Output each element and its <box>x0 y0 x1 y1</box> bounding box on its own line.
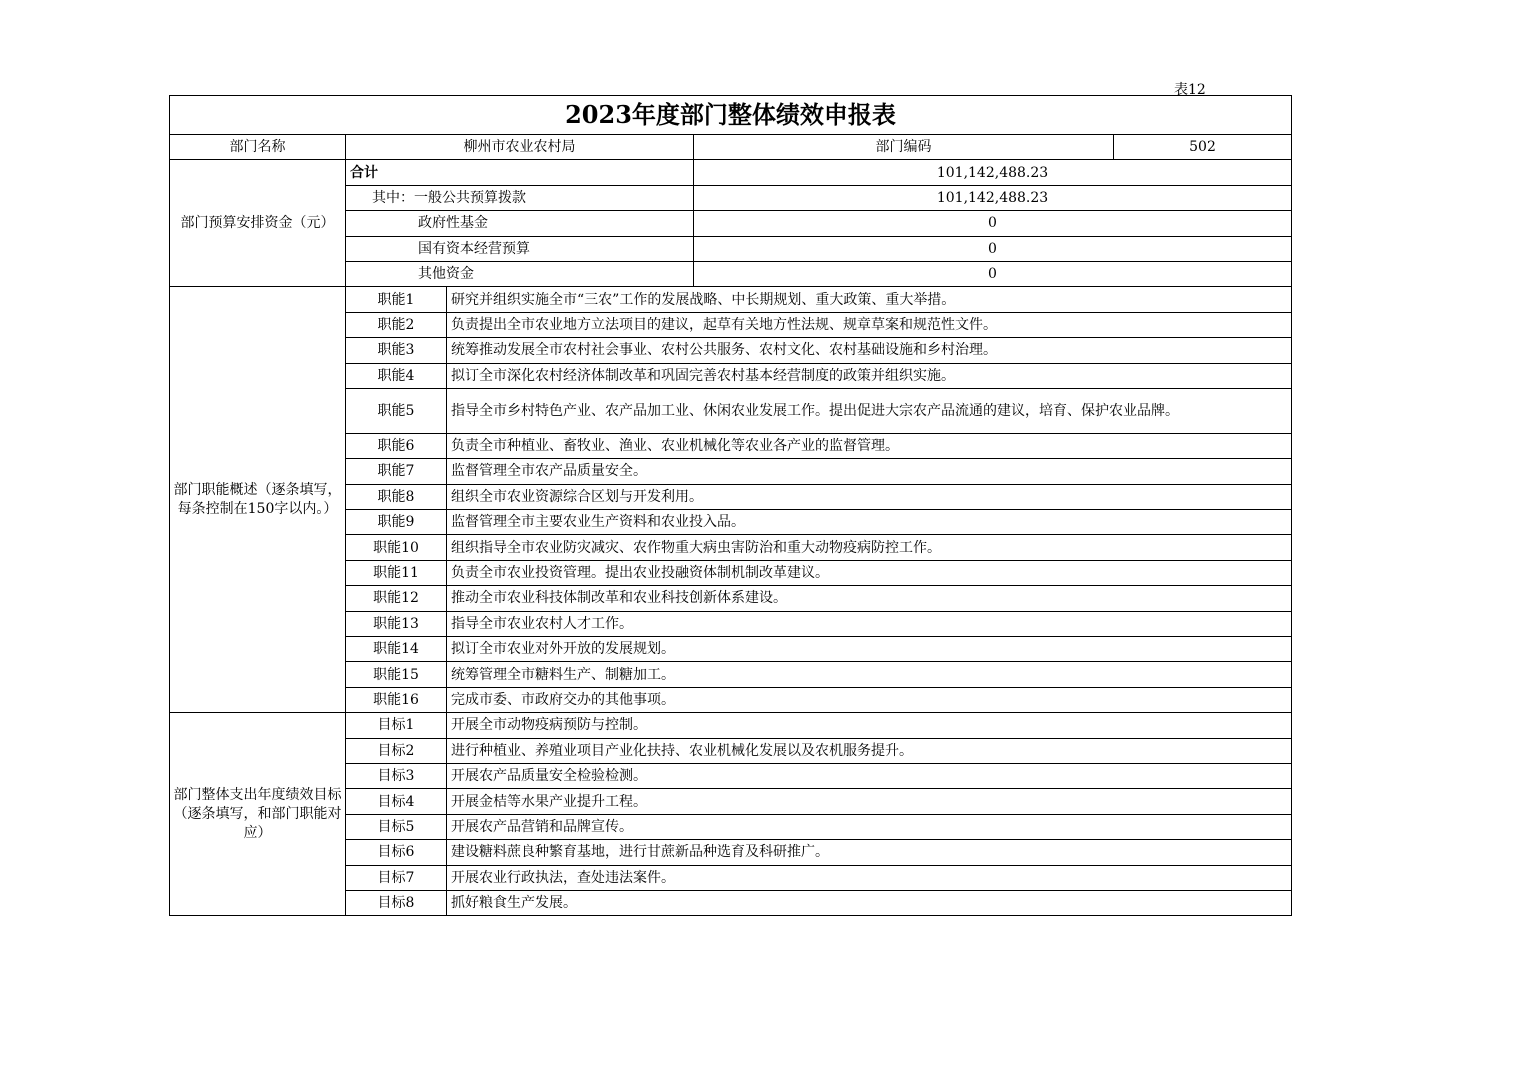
budget-row-value: 0 <box>694 211 1292 236</box>
target-row <box>170 713 1292 738</box>
function-id: 职能13 <box>346 611 447 636</box>
function-id: 职能14 <box>346 637 447 662</box>
target-text: 开展农产品质量安全检验检测。 <box>447 763 1292 788</box>
function-text: 组织指导全市农业防灾减灾、农作物重大病虫害防治和重大动物疫病防控工作。 <box>447 535 1292 560</box>
dept-code-value: 502 <box>1114 135 1292 160</box>
functions-label: 部门职能概述（逐条填写，每条控制在150字以内。） <box>170 287 346 713</box>
table-number: 表12 <box>1174 82 1206 98</box>
function-id: 职能2 <box>346 312 447 337</box>
function-text: 监督管理全市主要农业生产资料和农业投入品。 <box>447 510 1292 535</box>
function-text: 指导全市乡村特色产业、农产品加工业、休闲农业发展工作。提出促进大宗农产品流通的建议，培育、保护农业品牌。 <box>447 388 1292 433</box>
function-id: 职能3 <box>346 338 447 363</box>
function-id: 职能6 <box>346 433 447 458</box>
function-row <box>170 287 1292 312</box>
dept-code-label: 部门编码 <box>694 135 1114 160</box>
function-id: 职能7 <box>346 459 447 484</box>
performance-report-table <box>169 95 1292 916</box>
budget-row-name: 政府性基金 <box>346 211 694 236</box>
target-id: 目标8 <box>346 890 447 915</box>
report-title: 2023年度部门整体绩效申报表 <box>170 96 1292 135</box>
budget-row-value: 101,142,488.23 <box>694 160 1292 185</box>
function-text: 统筹推动发展全市农村社会事业、农村公共服务、农村文化、农村基础设施和乡村治理。 <box>447 338 1292 363</box>
budget-label: 部门预算安排资金（元） <box>170 160 346 287</box>
function-id: 职能8 <box>346 484 447 509</box>
target-id: 目标4 <box>346 789 447 814</box>
budget-row-name: 其他资金 <box>346 261 694 286</box>
target-text: 开展金桔等水果产业提升工程。 <box>447 789 1292 814</box>
function-text: 负责提出全市农业地方立法项目的建议，起草有关地方性法规、规章草案和规范性文件。 <box>447 312 1292 337</box>
target-id: 目标6 <box>346 840 447 865</box>
target-text: 开展农产品营销和品牌宣传。 <box>447 814 1292 839</box>
target-text: 建设糖料蔗良种繁育基地，进行甘蔗新品种选育及科研推广。 <box>447 840 1292 865</box>
function-id: 职能5 <box>346 388 447 433</box>
target-id: 目标2 <box>346 738 447 763</box>
target-id: 目标3 <box>346 763 447 788</box>
target-id: 目标5 <box>346 814 447 839</box>
function-text: 完成市委、市政府交办的其他事项。 <box>447 687 1292 712</box>
dept-name-value: 柳州市农业农村局 <box>346 135 694 160</box>
function-text: 指导全市农业农村人才工作。 <box>447 611 1292 636</box>
function-id: 职能10 <box>346 535 447 560</box>
function-id: 职能16 <box>346 687 447 712</box>
function-text: 拟订全市农业对外开放的发展规划。 <box>447 637 1292 662</box>
function-id: 职能4 <box>346 363 447 388</box>
function-text: 推动全市农业科技体制改革和农业科技创新体系建设。 <box>447 586 1292 611</box>
function-id: 职能12 <box>346 586 447 611</box>
target-text: 进行种植业、养殖业项目产业化扶持、农业机械化发展以及农机服务提升。 <box>447 738 1292 763</box>
budget-row-value: 101,142,488.23 <box>694 185 1292 210</box>
function-text: 统筹管理全市糖料生产、制糖加工。 <box>447 662 1292 687</box>
target-text: 开展全市动物疫病预防与控制。 <box>447 713 1292 738</box>
function-text: 拟订全市深化农村经济体制改革和巩固完善农村基本经营制度的政策并组织实施。 <box>447 363 1292 388</box>
budget-row-name: 其中：一般公共预算拨款 <box>346 185 694 210</box>
function-id: 职能1 <box>346 287 447 312</box>
function-text: 监督管理全市农产品质量安全。 <box>447 459 1292 484</box>
budget-row-name: 合计 <box>346 160 694 185</box>
function-id: 职能11 <box>346 560 447 585</box>
dept-name-label: 部门名称 <box>170 135 346 160</box>
function-id: 职能15 <box>346 662 447 687</box>
function-text: 研究并组织实施全市“三农”工作的发展战略、中长期规划、重大政策、重大举措。 <box>447 287 1292 312</box>
function-text: 组织全市农业资源综合区划与开发利用。 <box>447 484 1292 509</box>
target-id: 目标1 <box>346 713 447 738</box>
budget-row-value: 0 <box>694 261 1292 286</box>
function-text: 负责全市农业投资管理。提出农业投融资体制机制改革建议。 <box>447 560 1292 585</box>
targets-label: 部门整体支出年度绩效目标（逐条填写，和部门职能对应） <box>170 713 346 916</box>
target-text: 开展农业行政执法，查处违法案件。 <box>447 865 1292 890</box>
target-text: 抓好粮食生产发展。 <box>447 890 1292 915</box>
budget-row-name: 国有资本经营预算 <box>346 236 694 261</box>
target-id: 目标7 <box>346 865 447 890</box>
budget-row-value: 0 <box>694 236 1292 261</box>
function-text: 负责全市种植业、畜牧业、渔业、农业机械化等农业各产业的监督管理。 <box>447 433 1292 458</box>
function-id: 职能9 <box>346 510 447 535</box>
